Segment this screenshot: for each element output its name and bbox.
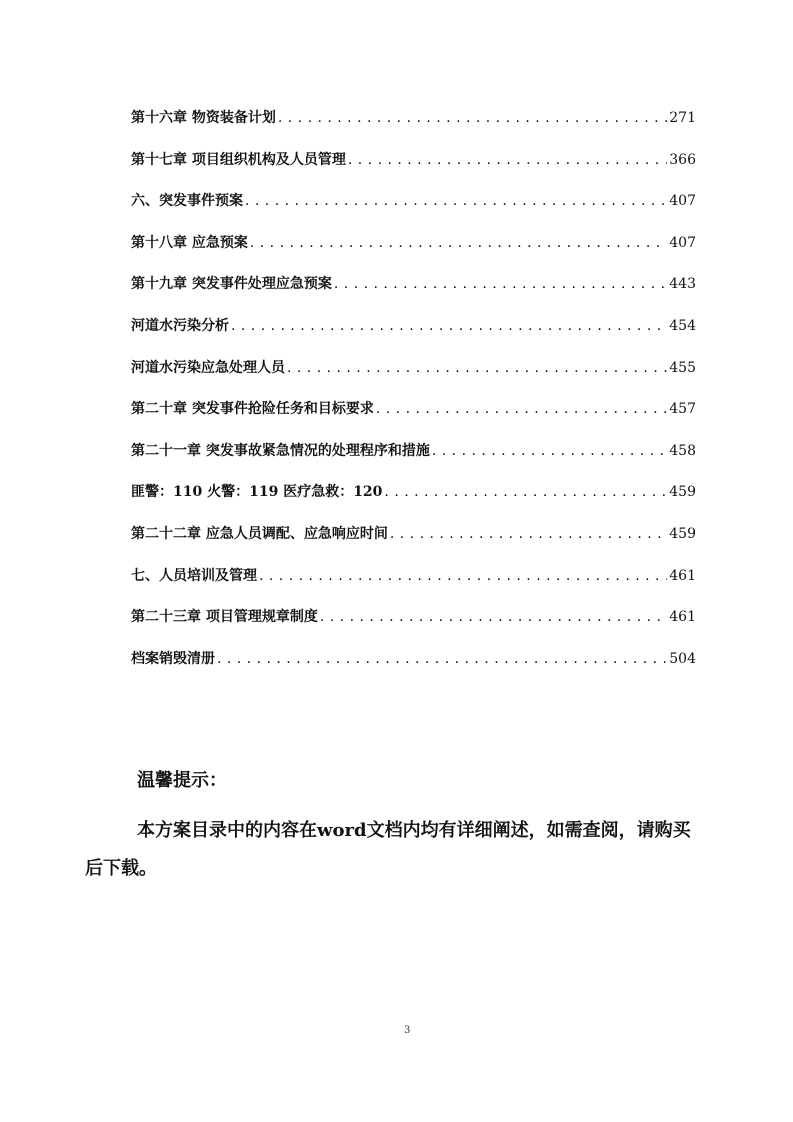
toc-leader-dots xyxy=(250,235,667,251)
toc-entry-title: 第二十一章 突发事故紧急情况的处理程序和措施 xyxy=(131,442,430,459)
toc-entry-title: 七、人员培训及管理 xyxy=(131,567,257,584)
toc-entry-page: 366 xyxy=(669,151,696,168)
toc-entry[interactable] xyxy=(131,149,696,191)
toc-entry-page: 459 xyxy=(669,525,696,542)
toc-entry[interactable] xyxy=(131,481,696,523)
toc-entry-page: 407 xyxy=(669,193,696,210)
toc-leader-dots xyxy=(320,609,667,625)
toc-entry-page: 407 xyxy=(669,234,696,251)
toc-entry-title: 河道水污染应急处理人员 xyxy=(131,359,285,376)
toc-entry[interactable] xyxy=(131,190,696,232)
toc-entry[interactable] xyxy=(131,648,696,690)
toc-entry[interactable] xyxy=(131,606,696,648)
toc-entry[interactable] xyxy=(131,523,696,565)
toc-entry-page: 455 xyxy=(669,359,696,376)
toc-entry[interactable] xyxy=(131,107,696,149)
toc-entry-page: 457 xyxy=(669,401,696,418)
toc-entry-page: 443 xyxy=(669,276,696,293)
toc-entry[interactable] xyxy=(131,273,696,315)
toc-entry[interactable] xyxy=(131,440,696,482)
toc-entry[interactable] xyxy=(131,232,696,274)
toc-entry-title: 第二十章 突发事件抢险任务和目标要求 xyxy=(131,401,374,418)
toc-entry-page: 461 xyxy=(669,609,696,626)
toc-leader-dots xyxy=(245,193,667,209)
toc-entry-page: 459 xyxy=(669,484,696,501)
toc-entry-title: 第十八章 应急预案 xyxy=(131,234,248,251)
toc-leader-dots xyxy=(259,568,667,584)
toc-entry-title: 第十九章 突发事件处理应急预案 xyxy=(131,276,332,293)
toc-entry-title: 第二十二章 应急人员调配、应急响应时间 xyxy=(131,525,388,542)
toc-leader-dots xyxy=(348,152,667,168)
table-of-contents xyxy=(131,107,696,689)
toc-leader-dots xyxy=(231,318,667,334)
page-number: 3 xyxy=(404,1025,411,1036)
toc-entry-title: 第十七章 项目组织机构及人员管理 xyxy=(131,151,346,168)
tip-body: 本方案目录中的内容在word文档内均有详细阐述，如需查阅，请购买后下载。 xyxy=(85,820,691,879)
toc-leader-dots xyxy=(217,651,667,667)
toc-leader-dots xyxy=(334,276,667,292)
toc-entry-page: 458 xyxy=(669,442,696,459)
toc-entry-title: 第十六章 物资装备计划 xyxy=(131,110,276,126)
toc-entry-title: 第二十三章 项目管理规章制度 xyxy=(131,609,318,626)
toc-entry[interactable] xyxy=(131,357,696,399)
toc-entry-title: 河道水污染分析 xyxy=(131,317,229,334)
toc-leader-dots xyxy=(376,401,667,417)
toc-entry-page: 461 xyxy=(669,567,696,584)
toc-leader-dots xyxy=(384,484,667,500)
toc-entry[interactable] xyxy=(131,315,696,357)
toc-leader-dots xyxy=(287,360,667,376)
toc-leader-dots xyxy=(390,526,667,542)
toc-entry[interactable] xyxy=(131,565,696,607)
toc-leader-dots xyxy=(432,443,667,459)
tip-title: 温馨提示： xyxy=(137,770,227,791)
toc-entry[interactable] xyxy=(131,398,696,440)
toc-entry-page: 504 xyxy=(669,650,696,667)
toc-entry-page: 271 xyxy=(669,110,696,126)
toc-entry-title: 匪警：110 火警：119 医疗急救：120 xyxy=(131,484,383,501)
toc-entry-title: 档案销毁清册 xyxy=(131,650,215,667)
toc-entry-page: 454 xyxy=(669,317,696,334)
toc-entry-title: 六、突发事件预案 xyxy=(131,193,243,210)
toc-leader-dots xyxy=(278,110,667,126)
